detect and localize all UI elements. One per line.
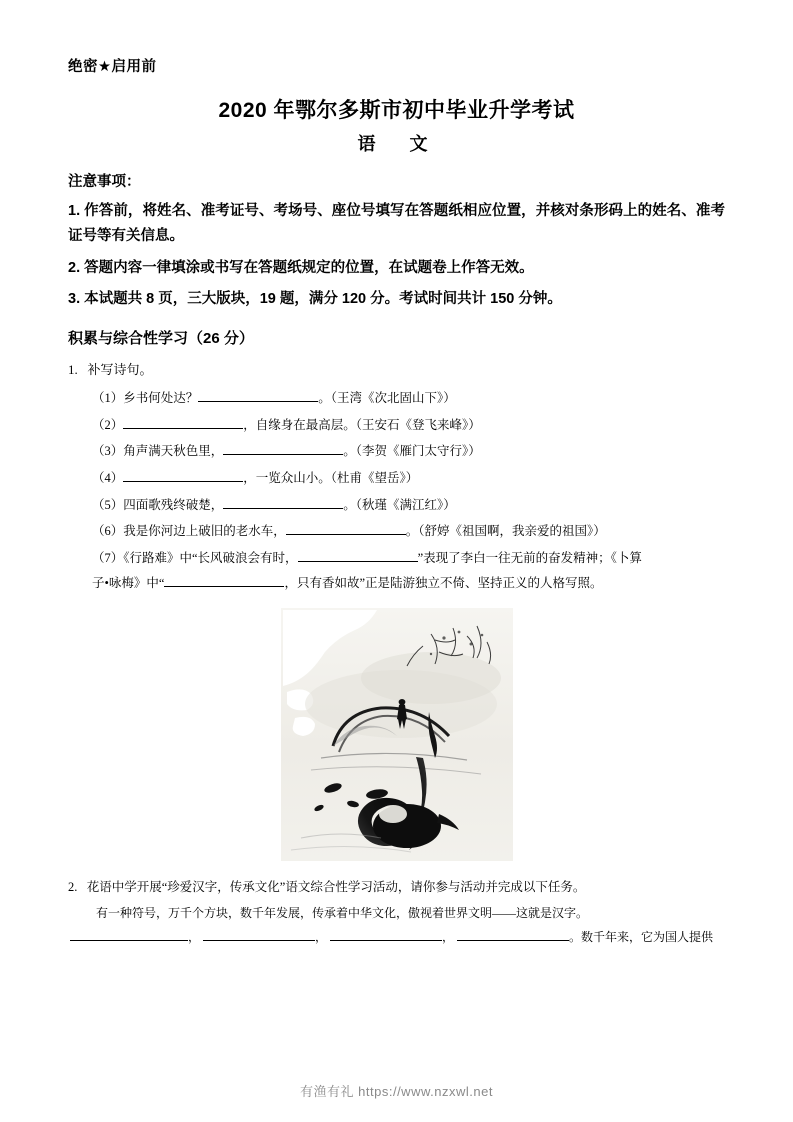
secret-label: 绝密★启用前 [68,59,157,75]
answer-blank[interactable] [457,929,569,941]
item-prefix: （7）《行路难》中“长风破浪会有时， [92,550,298,565]
question-2-quote: 有一种符号，万千个方块，数千年发展，传承着中华文化，傲视着世界文明——这就是汉字。 [96,905,589,920]
artwork-container [68,608,725,866]
question-2-blanks: ， ， ， 。数千年来，它为国人提供 [68,926,725,949]
page-title: 2020 年鄂尔多斯市初中毕业升学考试 [218,99,575,122]
answer-blank[interactable] [223,496,343,509]
answer-blank[interactable] [203,929,315,941]
answer-blank[interactable] [223,443,343,456]
item-suffix: ，自缘身在最高层。（王安石《登飞来峰》） [243,417,481,432]
question-1-punct: 。 [139,361,153,377]
answer-blank[interactable] [164,574,284,587]
notice-item-1: 1. 作答前，将姓名、准考证号、考场号、座位号填写在答题纸相应位置，并核对条形码上的姓名、准考证号等有关信息。 [68,203,725,245]
item-suffix: 。（舒婷《祖国啊，我亲爱的祖国》） [405,524,606,539]
section-title: 积累与综合性学习（26 分） [68,329,254,347]
answer-blank[interactable] [198,389,318,402]
question-1-item-6 [68,519,725,545]
question-1-item-3 [68,439,725,465]
item-suffix: 。（李贺《雁门太守行》） [343,444,481,459]
question-1-number: 1. [68,361,78,377]
item-prefix: （6）我是你河边上破旧的老水车， [92,524,286,539]
item-prefix: （4） [92,471,124,486]
item-prefix: （1）乡书何处达？ [92,391,199,406]
footer-watermark: 有渔有礼 https://www.nzxwl.net [300,1084,493,1099]
notice-heading: 注意事项： [68,174,141,190]
question-1-item-1 [68,386,725,412]
item-suffix: 。（王湾《次北固山下》） [318,391,456,406]
question-1-item-7 [68,546,725,596]
ink-painting-svg [281,608,513,861]
question-1-item-5 [68,493,725,519]
question-1-item-4 [68,466,725,492]
item-prefix: （3）角声满天秋色里， [92,444,224,459]
answer-blank[interactable] [123,416,243,429]
ink-painting-image [281,608,513,861]
item-prefix: （5）四面歌残终破楚， [92,497,224,512]
question-2-text: 花语中学开展“珍爱汉字，传承文化”语文综合性学习活动，请你参与活动并完成以下任务。 [86,879,586,894]
item-suffix: ”表现了李白一往无前的奋发精神；《卜算 [417,550,642,565]
answer-blank[interactable] [123,469,243,482]
answer-blank[interactable] [286,522,406,535]
question-2-number: 2. [68,879,78,894]
item-suffix: 。（秋瑾《满江红》） [343,497,456,512]
notice-item-2: 2. 答题内容一律填涂或书写在答题纸规定的位置，在试题卷上作答无效。 [68,259,534,276]
question-2-stem [68,876,725,900]
item-suffix: ，一览众山小。（杜甫《望岳》） [243,471,419,486]
question-1-stem [68,358,725,383]
answer-blank[interactable] [298,549,418,562]
notice-item-3: 3. 本试题共 8 页，三大版块，19 题，满分 120 分。考试时间共计 150 分钟。 [68,291,562,308]
answer-blank[interactable] [70,929,188,941]
item-suffix-2: ，只有香如故”正是陆游独立不倚、坚持正义的人格写照。 [284,575,603,590]
question-1-item-2 [68,413,725,439]
subject-title: 语 文 [357,134,436,154]
question-1-text: 补写诗句 [87,361,140,377]
answer-blank[interactable] [330,929,442,941]
item-prefix-2: 子•咏梅》中“ [92,575,165,590]
blanks-suffix: 。数千年来，它为国人提供 [569,930,714,945]
item-prefix: （2） [92,417,124,432]
